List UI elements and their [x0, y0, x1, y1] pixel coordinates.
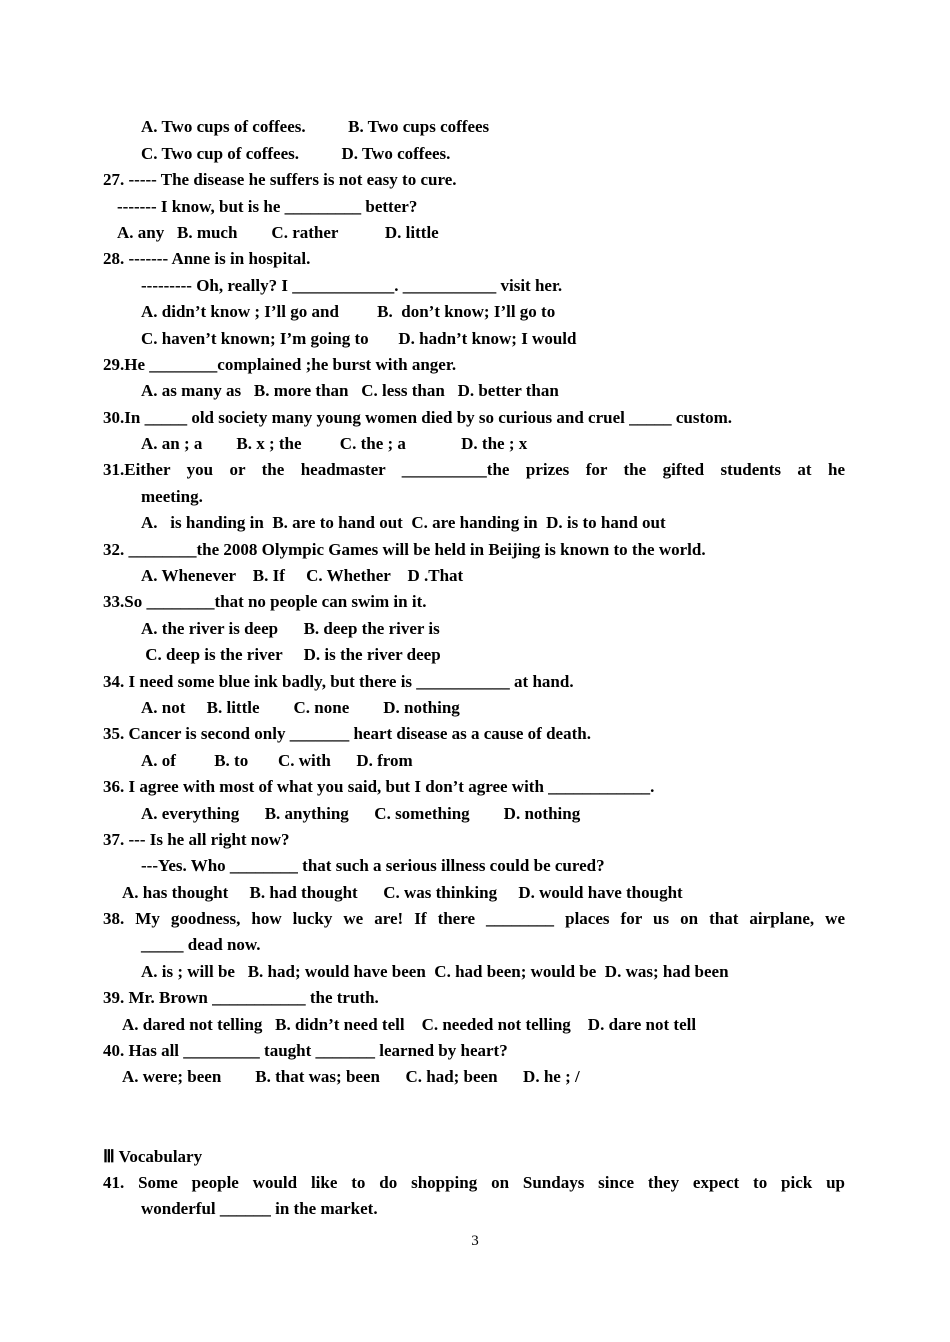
- q38-question: 38. My goodness, how lucky we are! If there ________ places for us on that airplane, we: [103, 909, 845, 928]
- q28-options-cd: C. haven’t known; I’m going to D. hadn’t know; I would: [141, 329, 577, 348]
- q38-options: A. is ; will be B. had; would have been C. had been; would be D. was; had been: [141, 962, 729, 981]
- q26-options-cd: C. Two cup of coffees. D. Two coffees.: [141, 144, 451, 163]
- q35-question: 35. Cancer is second only _______ heart disease as a cause of death.: [103, 724, 591, 743]
- q41-question: 41. Some people would like to do shopping on Sundays since they expect to pick up: [103, 1173, 845, 1192]
- q31-question: 31.Either you or the headmaster __________the prizes for the gifted students at he: [103, 460, 845, 479]
- q34-question: 34. I need some blue ink badly, but there is ___________ at hand.: [103, 672, 574, 691]
- q32-question: 32. ________the 2008 Olympic Games will be held in Beijing is known to the world.: [103, 540, 706, 559]
- q38-question-cont: _____ dead now.: [141, 935, 261, 954]
- q31-question-cont: meeting.: [141, 487, 203, 506]
- q29-question: 29.He ________complained ;he burst with anger.: [103, 355, 457, 374]
- q27-question: 27. ----- The disease he suffers is not easy to cure.: [103, 170, 457, 189]
- section-heading-vocabulary: Ⅲ Vocabulary: [103, 1147, 203, 1166]
- q39-options: A. dared not telling B. didn’t need tell C. needed not telling D. dare not tell: [122, 1015, 697, 1034]
- q33-options-ab: A. the river is deep B. deep the river is: [141, 619, 440, 638]
- q36-options: A. everything B. anything C. something D. nothing: [141, 804, 581, 823]
- q37-options: A. has thought B. had thought C. was thinking D. would have thought: [122, 883, 683, 902]
- q37-question: 37. --- Is he all right now?: [103, 830, 290, 849]
- q33-options-cd: C. deep is the river D. is the river deep: [141, 645, 441, 664]
- q39-question: 39. Mr. Brown ___________ the truth.: [103, 988, 379, 1007]
- q34-options: A. not B. little C. none D. nothing: [141, 698, 460, 717]
- q32-options: A. Whenever B. If C. Whether D .That: [141, 566, 464, 585]
- q28-options-ab: A. didn’t know ; I’ll go and B. don’t know; I’ll go to: [141, 302, 556, 321]
- q37-reply: ---Yes. Who ________ that such a serious illness could be cured?: [141, 856, 605, 875]
- q26-options-ab: A. Two cups of coffees. B. Two cups coffees: [141, 117, 490, 136]
- q27-options: A. any B. much C. rather D. little: [117, 223, 439, 242]
- q41-question-cont: wonderful ______ in the market.: [141, 1199, 378, 1218]
- q35-options: A. of B. to C. with D. from: [141, 751, 413, 770]
- q30-question: 30.In _____ old society many young women died by so curious and cruel _____ custom.: [103, 408, 733, 427]
- q31-options: A. is handing in B. are to hand out C. are handing in D. is to hand out: [141, 513, 666, 532]
- q40-question: 40. Has all _________ taught _______ learned by heart?: [103, 1041, 508, 1060]
- q29-options: A. as many as B. more than C. less than D. better than: [141, 381, 559, 400]
- q27-reply: ------- I know, but is he _________ better?: [117, 197, 418, 216]
- q33-question: 33.So ________that no people can swim in it.: [103, 592, 427, 611]
- q28-question: 28. ------- Anne is in hospital.: [103, 249, 311, 268]
- q30-options: A. an ; a B. x ; the C. the ; a D. the ; x: [141, 434, 528, 453]
- page-number: 3: [471, 1233, 479, 1249]
- q40-options: A. were; been B. that was; been C. had; been D. he ; /: [122, 1067, 580, 1086]
- q36-question: 36. I agree with most of what you said, but I don’t agree with ____________.: [103, 777, 655, 796]
- q28-reply: --------- Oh, really? I ____________. ___________ visit her.: [141, 276, 563, 295]
